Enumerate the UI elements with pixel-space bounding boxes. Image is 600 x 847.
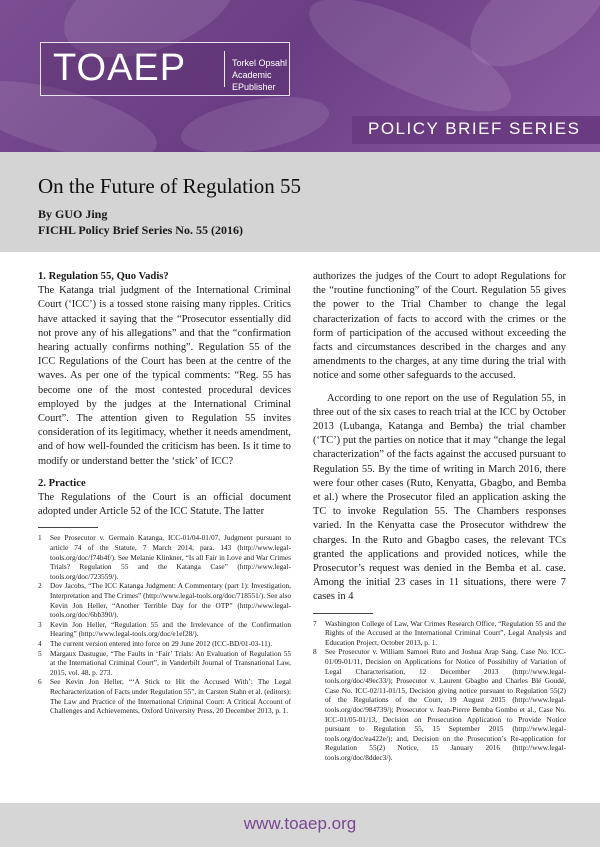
footnote-rule xyxy=(38,527,98,528)
footnote: 6 See Kevin Jon Heller, “‘A Stick to Hit the Accused With’: The Legal Recharacterization of Facts under Regulation 55”, in Carsten Stahn et al. (editors): The Law and Practice of the International Criminal Court: A Critical Account of Challenges and Achievements, Oxford University Press, 20 December 2013, p. 1. xyxy=(38,677,291,716)
footnote: 8 See Prosecutor v. William Samoei Ruto and Joshua Arap Sang, Case No. ICC-01/09-01/11, Decision on Applications for Notice of Possibility of Variation of Legal Characterisation, 12 December 2013 (http://www.legal-tools.org/doc/49ec33/); Prosecutor v. Laurent Gbagbo and Charles Blé Goudé, Case No. ICC-02/11-01/15, Decision giving notice pursuant to Regulation 55(2) of the Regulations of the Court, 19 August 2015 (http://www.legal-tools.org/doc/984739/); Prosecutor v. Jean-Pierre Bemba Gombo et al., Case No. ICC-01/05-01/13, Decision on Prosecution Application to Provide Notice pursuant to Regulation 55, 15 September 2015 (http://www.legal-tools.org/doc/ea422e/); and, Decision on the Prosecution’s Re-application for Regulation 55(2) Notice, 15 January 2016 (http://www.legal-tools.org/doc/8ddec3/). xyxy=(313,647,566,762)
header-banner xyxy=(0,0,600,152)
publisher-logo[interactable] xyxy=(40,42,290,96)
footnote: 2 Dov Jacobs, “The ICC Katanga Judgment: A Commentary (part 1): Investigation, Interpretation and The Crimes” (http://www.legal-tools.org/doc/718551/). See also Kevin Jon Heller, “Another Terrible Day for the OTP” (http://www.legal-tools.org/doc/6bb390/). xyxy=(38,581,292,620)
footnote-rule xyxy=(313,613,373,614)
publisher-line-2: Academic EPublisher xyxy=(232,70,276,92)
series-label: POLICY BRIEF SERIES xyxy=(368,119,581,138)
paragraph: The Katanga trial judgment of the International Criminal Court (‘ICC’) is a tossed stone raising many ripples. Critics have attacked it saying that the “Prosecutor essentially did not prove any of his allegations” and that the “confirmation hearing actually confirms nothing”. Regulation 55 of the ICC Regulations of the Court has been at the centre of the waves. As per one of the typical comments: “Reg. 55 has become one of the most contested procedural devices employed by the judges at the International Criminal Court”. The attention given to Regulation 55 invites consideration of its legitimacy, whether it needs amendment, and of how well-founded the criticism has been. Is it time to modify or understand better the ‘stick’ of ICC? xyxy=(38,285,291,467)
column-left xyxy=(38,270,291,716)
footnote: 1 See Prosecutor v. Germain Katanga, ICC-01/04-01/07, Judgment pursuant to article 74 of the Statute, 7 March 2014, para. 143 (http://www.legal-tools.org/doc/f74b4f/). See Melanie Klinkner, “Is all Fair in Love and War Crimes Trials? Regulation 55 and the Katanga Case” (http://www.legal-tools.org/doc/723559/). xyxy=(38,533,291,581)
author: By GUO Jing xyxy=(38,207,108,221)
byline xyxy=(38,206,243,238)
series-banner xyxy=(352,116,600,144)
series-number: FICHL Policy Brief Series No. 55 (2016) xyxy=(38,223,243,237)
paragraph: According to one report on the use of Regulation 55, in three out of the six cases to reach trial at the ICC by October 2013 (Lubanga, Katanga and Bemba) the trial chamber (‘TC’) put the parties on notice that it may “change the legal characterization” of the facts against the accused pursuant to Regulation 55. By the time of writing in March 2016, there were four other cases (Ruto, Kenyatta, Gbagbo, and Bemba et al.) where the Prosecutor filed an application asking the TC to invoke Regulation 55. The Chambers responses varied. In the Kenyatta case the Prosecutor withdrew the charges. In the Ruto and Gbagbo cases, the relevant TCs granted the applications and provided notices, while the Prosecutor’s request was denied in the Bemba et al. case. Among the initial 23 cases in 11 situations, there were 7 cases in 4 xyxy=(313,392,566,603)
publisher-line-1: Torkel Opsahl xyxy=(232,58,288,68)
section-heading-2: 2. Practice xyxy=(38,477,86,489)
paragraph: The Regulations of the Court is an official document adopted under Article 52 of the ICC Statute. The latter xyxy=(38,492,291,518)
publisher-name xyxy=(232,57,289,93)
paragraph: authorizes the judges of the Court to adopt Regulations for the “routine functioning” of the Court. Regulation 55 gives the power to the Trial Chamber to change the legal characterization of facts to accord with the crimes or the form of participation of the accused without exceeding the facts and circumstances described in the charges and any amendments to the charges, at any time during the trial with notice and some other safeguards to the accused. xyxy=(313,271,566,382)
website-link[interactable]: www.toaep.org xyxy=(243,814,357,833)
logo-divider xyxy=(224,51,225,87)
footnote: 5 Margaux Dastugue, “The Faults in ‘Fair’ Trials: An Evaluation of Regulation 55 at the International Criminal Court”, in Vanderbilt Journal of Transnational Law, 2015, vol. 48, p. 273. xyxy=(38,648,291,677)
footnote: 3 Kevin Jon Heller, “Regulation 55 and the Irrelevance of the Confirmation Hearing” (http://www.legal-tools.org/doc/e1ef28/). xyxy=(38,619,291,639)
section-heading-1: 1. Regulation 55, Quo Vadis? xyxy=(38,271,169,282)
logo-text: TOAEP xyxy=(53,47,187,89)
title-block xyxy=(0,152,600,252)
footnote: 4 The current version entered into force on 29 June 2012 (ICC-BD/01-03-11). xyxy=(38,638,273,648)
column-right xyxy=(313,270,566,763)
footnote: 7 Washington College of Law, War Crimes Research Office, “Regulation 55 and the Rights of the Accused at the International Criminal Court”, Legal Analysis and Education Project, October 2013, p. 1. xyxy=(313,618,566,647)
footer-bar xyxy=(0,803,600,847)
document-title: On the Future of Regulation 55 xyxy=(38,174,302,198)
